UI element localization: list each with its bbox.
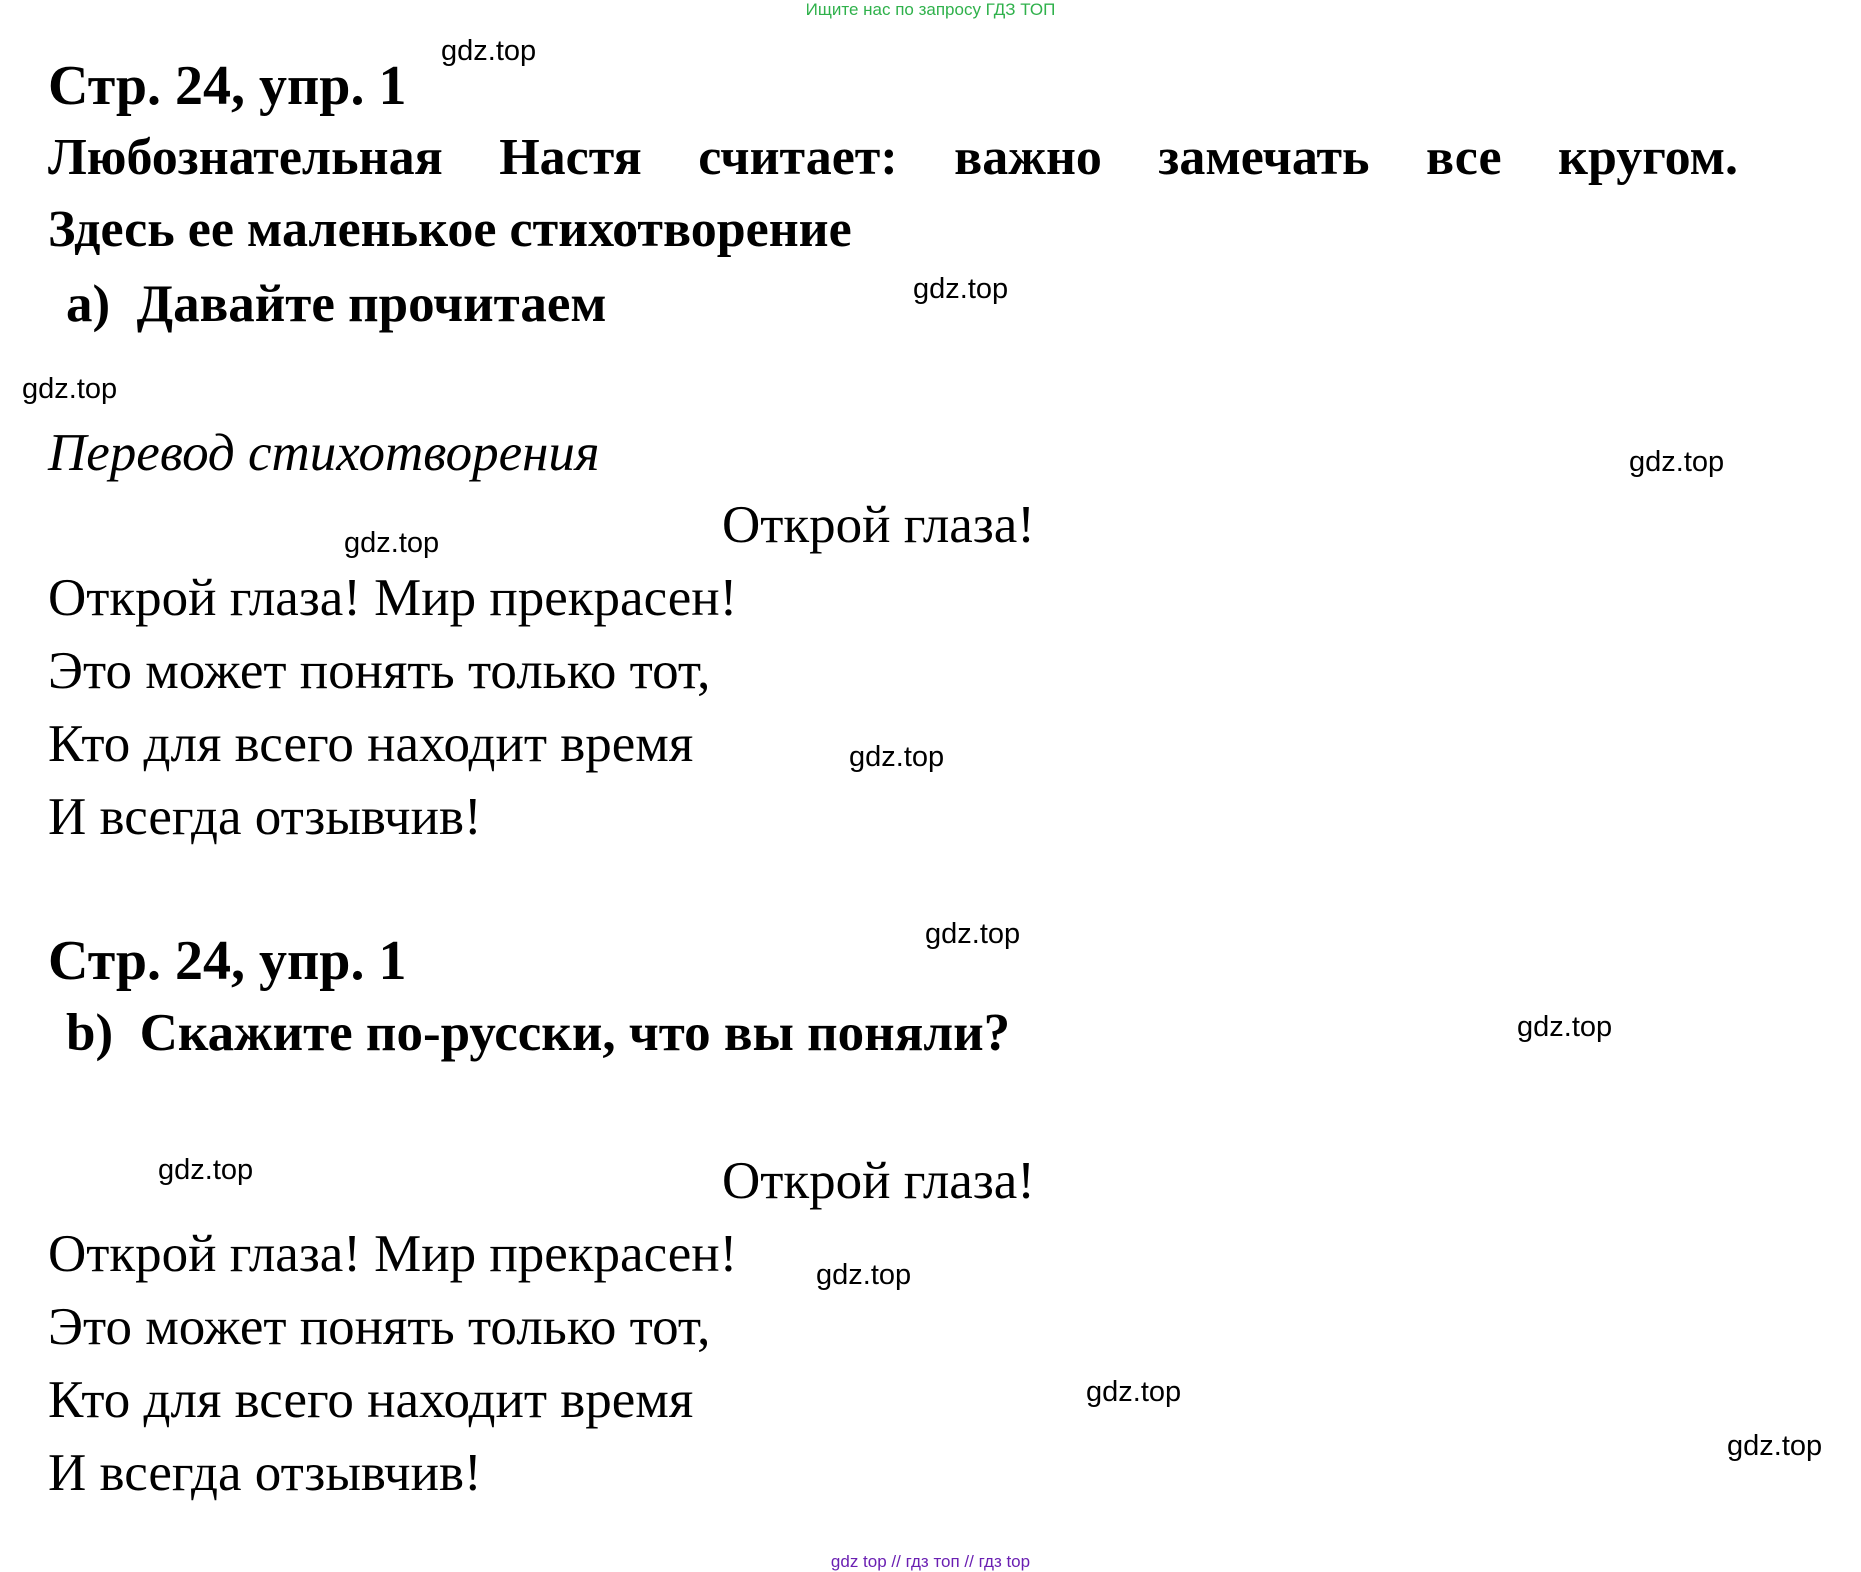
watermark: gdz.top xyxy=(441,35,537,67)
watermark: gdz.top xyxy=(925,918,1021,950)
watermark: gdz.top xyxy=(1727,1430,1823,1462)
section2-heading: Стр. 24, упр. 1 xyxy=(48,930,407,992)
section1-task-text: Давайте прочитаем xyxy=(136,275,607,333)
section1-task-label: a) xyxy=(66,275,111,333)
section1-poem-line: И всегда отзывчив! xyxy=(48,788,482,846)
bottom-banner: gdz top // гдз топ // гдз top xyxy=(830,1552,1031,1571)
section1-task xyxy=(66,273,606,335)
watermark: gdz.top xyxy=(816,1259,912,1291)
section1-intro-line1: Любознательная Настя считает: важно замечать все кругом. xyxy=(48,129,1738,186)
section2-task-label: b) xyxy=(66,1004,114,1062)
watermark: gdz.top xyxy=(344,527,440,559)
watermark: gdz.top xyxy=(849,741,945,773)
section1-intro xyxy=(48,122,1738,266)
section1-intro-line2: Здесь ее маленькое стихотворение xyxy=(48,201,852,258)
section1-poem-line: Открой глаза! Мир прекрасен! xyxy=(48,569,738,627)
section2-poem-line: Это может понять только тот, xyxy=(48,1298,711,1356)
section2-poem-line: И всегда отзывчив! xyxy=(48,1444,482,1502)
section2-task-text: Скажите по-русски, что вы поняли? xyxy=(139,1004,1011,1062)
watermark: gdz.top xyxy=(1517,1011,1613,1043)
section2-poem-title: Открой глаза! xyxy=(722,1152,1035,1210)
watermark: gdz.top xyxy=(1086,1376,1182,1408)
section2-task xyxy=(66,1002,1010,1064)
top-banner: Ищите нас по запросу ГДЗ ТОП xyxy=(805,0,1056,19)
watermark: gdz.top xyxy=(158,1154,254,1186)
watermark: gdz.top xyxy=(1629,446,1725,478)
section1-poem-line: Это может понять только тот, xyxy=(48,642,711,700)
section2-poem-line: Кто для всего находит время xyxy=(48,1371,694,1429)
section2-poem-line: Открой глаза! Мир прекрасен! xyxy=(48,1225,738,1283)
section1-poem-title: Открой глаза! xyxy=(722,496,1035,554)
section1-poem-line: Кто для всего находит время xyxy=(48,715,694,773)
watermark: gdz.top xyxy=(913,273,1009,305)
translation-title: Перевод стихотворения xyxy=(48,424,600,482)
section1-heading: Стр. 24, упр. 1 xyxy=(48,55,407,117)
watermark: gdz.top xyxy=(22,373,118,405)
